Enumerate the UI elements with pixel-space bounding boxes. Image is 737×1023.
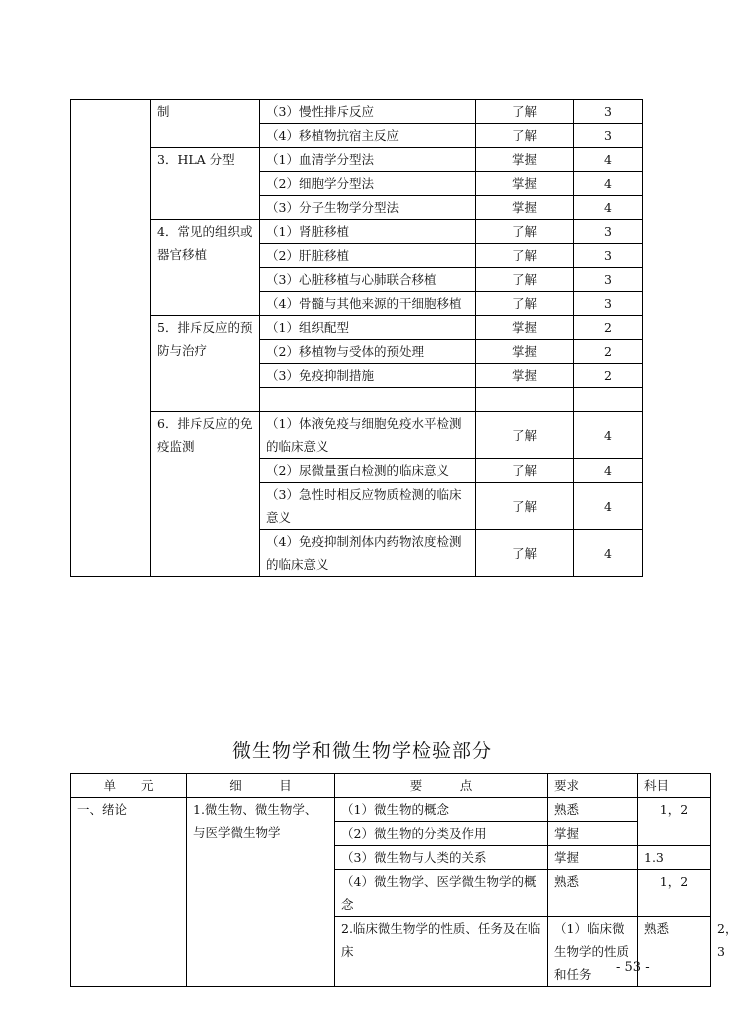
point-cell: （1）肾脏移植 — [260, 220, 476, 244]
detail-cell: 1.微生物、微生物学、与医学微生物学 — [187, 798, 335, 987]
page-number: - 53 - — [616, 960, 650, 975]
topic-cell: 3．HLA 分型 — [151, 148, 260, 220]
subject-cell: 1，2 — [638, 798, 711, 846]
requirement-cell: 了解 — [476, 483, 574, 530]
level-cell: 4 — [574, 530, 643, 577]
table-row — [71, 100, 643, 124]
topic-cell: 4．常见的组织或器官移植 — [151, 220, 260, 316]
level-cell: 3 — [574, 220, 643, 244]
requirement-cell: 了解 — [476, 268, 574, 292]
detail-cell: 2.临床微生物学的性质、任务及在临床 — [335, 917, 548, 987]
requirement-cell: 掌握 — [548, 822, 638, 846]
table-row — [71, 798, 711, 822]
header-row — [71, 774, 711, 798]
subject-cell: 1，2 — [638, 870, 711, 917]
level-cell: 4 — [574, 459, 643, 483]
table-row — [71, 316, 643, 340]
point-cell: （3）免疫抑制措施 — [260, 364, 476, 388]
point-cell: （1）微生物的概念 — [335, 798, 548, 822]
level-cell: 3 — [574, 292, 643, 316]
point-cell: （4）免疫抑制剂体内药物浓度检测的临床意义 — [260, 530, 476, 577]
point-cell: （2）尿微量蛋白检测的临床意义 — [260, 459, 476, 483]
table-row — [71, 412, 643, 459]
level-cell: 3 — [574, 124, 643, 148]
point-cell: （3）急性时相反应物质检测的临床意义 — [260, 483, 476, 530]
header-requirement: 要求 — [548, 774, 638, 798]
requirement-cell: 了解 — [476, 244, 574, 268]
requirement-cell — [476, 388, 574, 412]
point-cell: （1）体液免疫与细胞免疫水平检测的临床意义 — [260, 412, 476, 459]
requirement-cell: 了解 — [476, 530, 574, 577]
requirement-cell: 熟悉 — [638, 917, 711, 987]
requirement-cell: 了解 — [476, 100, 574, 124]
requirement-cell: 了解 — [476, 292, 574, 316]
level-cell: 4 — [574, 196, 643, 220]
point-cell: （3）分子生物学分型法 — [260, 196, 476, 220]
level-cell: 3 — [574, 244, 643, 268]
header-detail: 细 目 — [187, 774, 335, 798]
header-subject: 科目 — [638, 774, 711, 798]
table-row — [71, 220, 643, 244]
level-cell: 4 — [574, 148, 643, 172]
requirement-cell: 掌握 — [476, 340, 574, 364]
level-cell: 4 — [574, 172, 643, 196]
requirement-cell: 了解 — [476, 412, 574, 459]
level-cell: 3 — [574, 100, 643, 124]
level-cell: 2 — [574, 340, 643, 364]
point-cell: （3）慢性排斥反应 — [260, 100, 476, 124]
point-cell: （1）血清学分型法 — [260, 148, 476, 172]
subject-cell: 1.3 — [638, 846, 711, 870]
point-cell: （2）移植物与受体的预处理 — [260, 340, 476, 364]
requirement-cell: 掌握 — [476, 196, 574, 220]
point-cell: （4）移植物抗宿主反应 — [260, 124, 476, 148]
header-point: 要 点 — [335, 774, 548, 798]
level-cell: 3 — [574, 268, 643, 292]
level-cell: 4 — [574, 483, 643, 530]
requirement-cell: 掌握 — [476, 148, 574, 172]
requirement-cell: 熟悉 — [548, 870, 638, 917]
section-title: 微生物学和微生物学检验部分 — [231, 740, 492, 762]
requirement-cell: 掌握 — [476, 316, 574, 340]
unit-cell: 一、绪论 — [71, 798, 187, 987]
point-cell: （4）骨髓与其他来源的干细胞移植 — [260, 292, 476, 316]
level-cell: 4 — [574, 412, 643, 459]
table-row: 2.临床微生物学的性质、任务及在临床 （1）临床微生物学的性质和任务 熟悉 2，3 — [71, 917, 711, 987]
requirement-cell: 掌握 — [476, 172, 574, 196]
requirement-cell: 熟悉 — [548, 798, 638, 822]
microbiology-table — [70, 773, 737, 987]
transplant-immunology-table — [70, 99, 643, 577]
point-cell — [260, 388, 476, 412]
level-cell: 2 — [574, 364, 643, 388]
point-cell: （1）组织配型 — [260, 316, 476, 340]
table-row — [71, 148, 643, 172]
unit-cell — [71, 100, 151, 577]
point-cell: （4）微生物学、医学微生物学的概念 — [335, 870, 548, 917]
level-cell: 2 — [574, 316, 643, 340]
topic-cell: 6．排斥反应的免疫监测 — [151, 412, 260, 577]
point-cell: （3）心脏移植与心肺联合移植 — [260, 268, 476, 292]
point-cell: （1）临床微生物学的性质和任务 — [548, 917, 638, 987]
requirement-cell: 了解 — [476, 124, 574, 148]
point-cell: （2）微生物的分类及作用 — [335, 822, 548, 846]
requirement-cell: 了解 — [476, 220, 574, 244]
level-cell — [574, 388, 643, 412]
requirement-cell: 了解 — [476, 459, 574, 483]
point-cell: （3）微生物与人类的关系 — [335, 846, 548, 870]
point-cell: （2）细胞学分型法 — [260, 172, 476, 196]
topic-cell: 制 — [151, 100, 260, 148]
requirement-cell: 掌握 — [476, 364, 574, 388]
topic-cell: 5．排斥反应的预防与治疗 — [151, 316, 260, 412]
requirement-cell: 掌握 — [548, 846, 638, 870]
header-unit: 单 元 — [71, 774, 187, 798]
point-cell: （2）肝脏移植 — [260, 244, 476, 268]
